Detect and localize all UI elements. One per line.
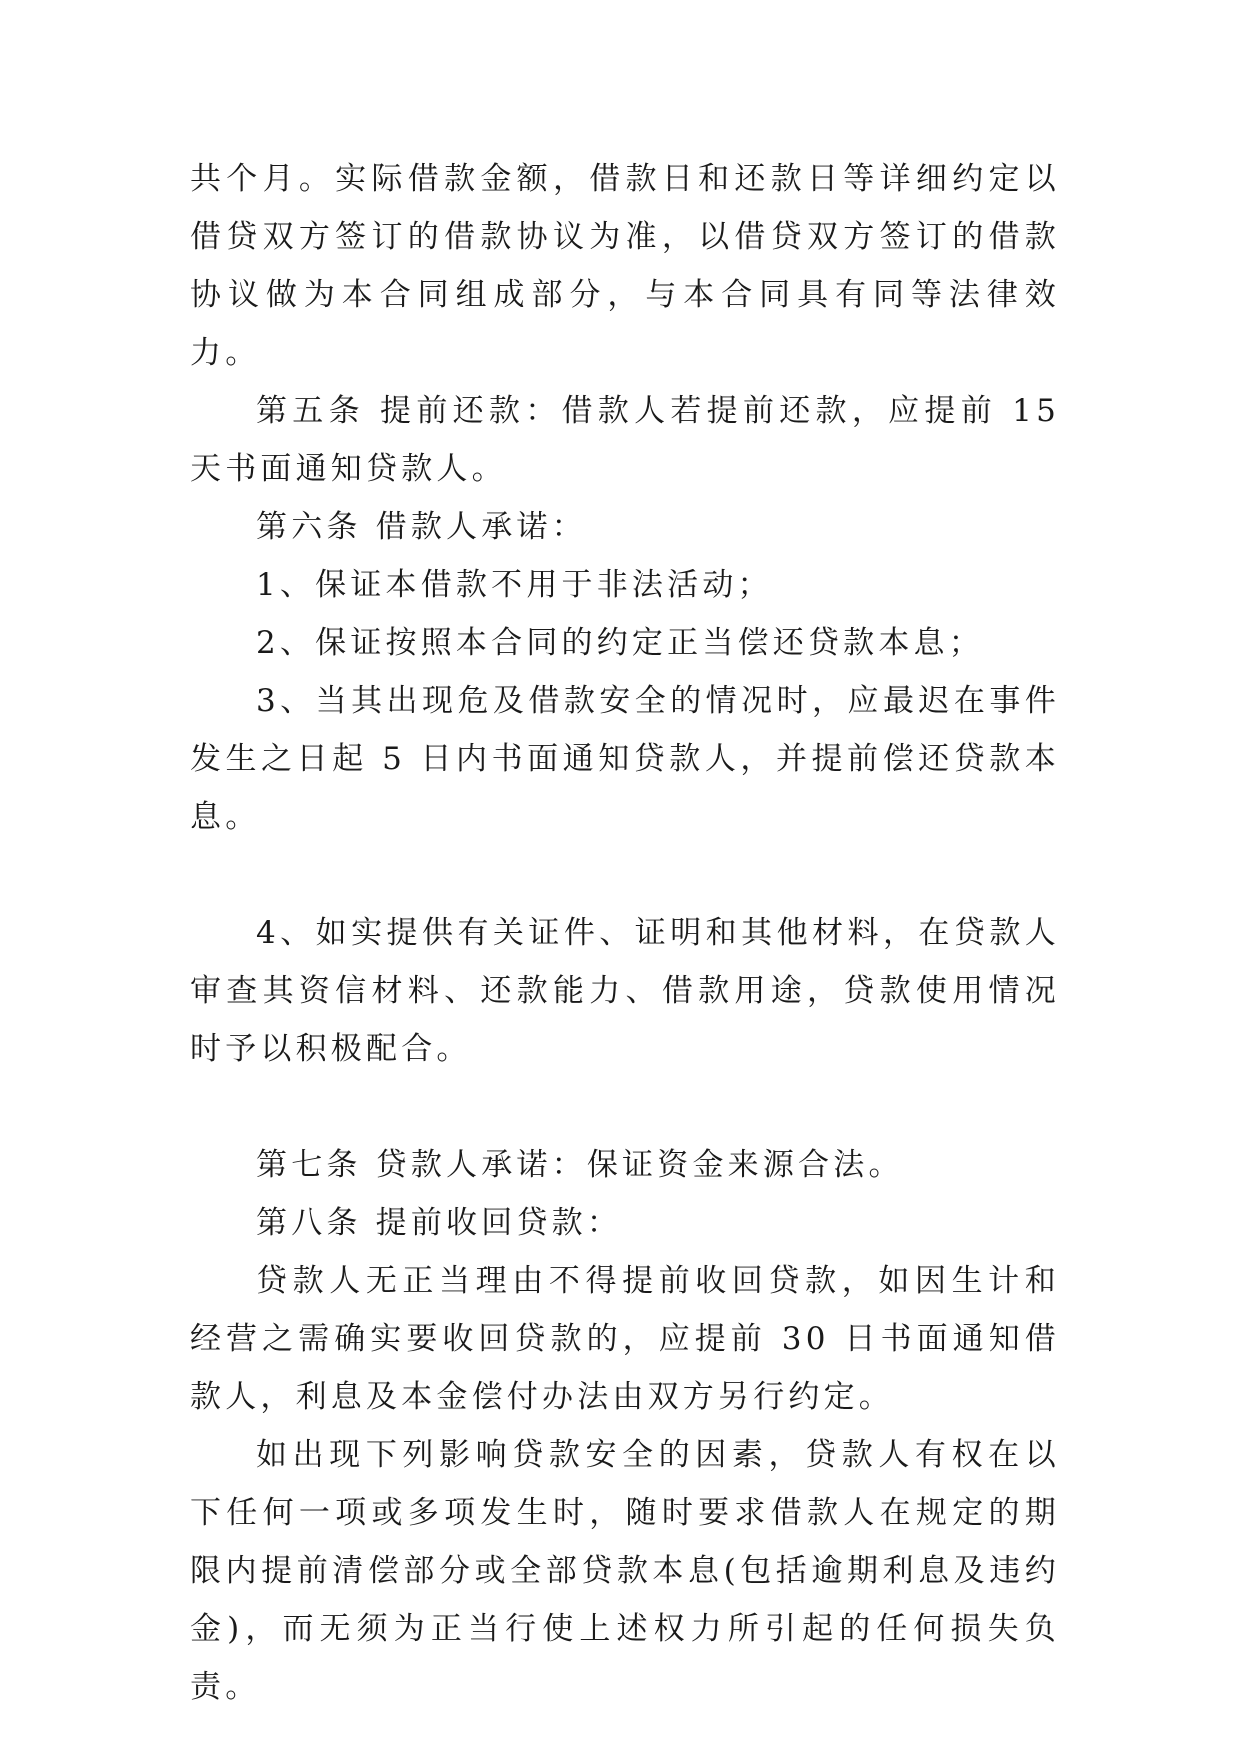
paragraph-article-7: 第七条 贷款人承诺：保证资金来源合法。 [256, 1147, 904, 1183]
paragraph-commitment-3: 3、当其出现危及借款安全的情况时，应最迟在事件发生之日起 5 日内书面通知贷款人，并提前偿还贷款本息。 [190, 683, 1060, 835]
document-body [190, 150, 1060, 1716]
paragraph-article-8: 第八条 提前收回贷款： [256, 1205, 623, 1241]
paragraph-risk-factors: 如出现下列影响贷款安全的因素，贷款人有权在以下任何一项或多项发生时，随时要求借款人在规定的期限内提前清偿部分或全部贷款本息(包括逾期利息及违约金)，而无须为正当行使上述权力所引起的任何损失负责。 [190, 1437, 1060, 1705]
paragraph-article-5: 第五条 提前还款：借款人若提前还款，应提前 15 天书面通知贷款人。 [190, 393, 1060, 487]
paragraph-early-recall: 贷款人无正当理由不得提前收回贷款，如因生计和经营之需确实要收回贷款的，应提前 30 日书面通知借款人，利息及本金偿付办法由双方另行约定。 [190, 1263, 1060, 1415]
paragraph-commitment-4: 4、如实提供有关证件、证明和其他材料，在贷款人审查其资信材料、还款能力、借款用途，贷款使用情况时予以积极配合。 [190, 915, 1060, 1067]
paragraph-commitment-2: 2、保证按照本合同的约定正当偿还贷款本息； [256, 625, 984, 661]
paragraph-commitment-1: 1、保证本借款不用于非法活动； [256, 567, 773, 603]
paragraph-article-6: 第六条 借款人承诺： [256, 509, 587, 545]
paragraph-loan-terms: 共个月。实际借款金额，借款日和还款日等详细约定以借贷双方签订的借款协议为准，以借贷双方签订的借款协议做为本合同组成部分，与本合同具有同等法律效力。 [190, 161, 1060, 371]
